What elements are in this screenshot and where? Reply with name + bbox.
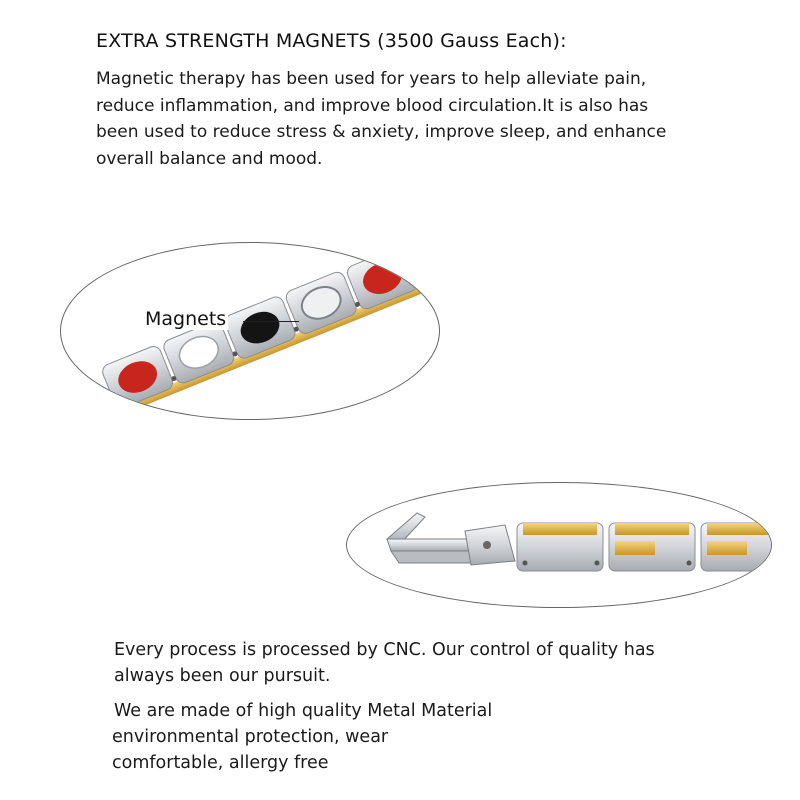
bracelet-link-row	[517, 523, 771, 571]
material-line: We are made of high quality Metal Material	[114, 701, 493, 721]
callout-leader-line	[243, 321, 299, 322]
material-paragraph	[112, 698, 492, 776]
section-heading: EXTRA STRENGTH MAGNETS (3500 Gauss Each):	[96, 30, 567, 52]
intro-paragraph	[96, 66, 666, 172]
material-line: comfortable, allergy free	[112, 753, 329, 773]
magnets-callout-label: Magnets	[145, 308, 227, 330]
bracelet-magnets-illustration	[61, 243, 439, 419]
intro-line: overall balance and mood.	[96, 148, 323, 169]
cnc-paragraph	[114, 637, 655, 689]
bracelet-magnets-photo	[60, 242, 440, 420]
cnc-line: always been our pursuit.	[114, 666, 331, 686]
clasp	[387, 513, 515, 565]
bracelet-clasp-photo	[346, 482, 772, 608]
cnc-line: Every process is processed by CNC. Our control of quality has	[114, 640, 655, 660]
intro-line: Magnetic therapy has been used for years to help alleviate pain,	[96, 69, 647, 89]
intro-line: reduce inflammation, and improve blood circulation.It is also has	[96, 95, 649, 116]
bracelet-clasp-illustration	[347, 483, 771, 607]
intro-line: been used to reduce stress & anxiety, improve sleep, and enhance	[96, 122, 667, 142]
material-line: environmental protection, wear	[112, 727, 389, 747]
